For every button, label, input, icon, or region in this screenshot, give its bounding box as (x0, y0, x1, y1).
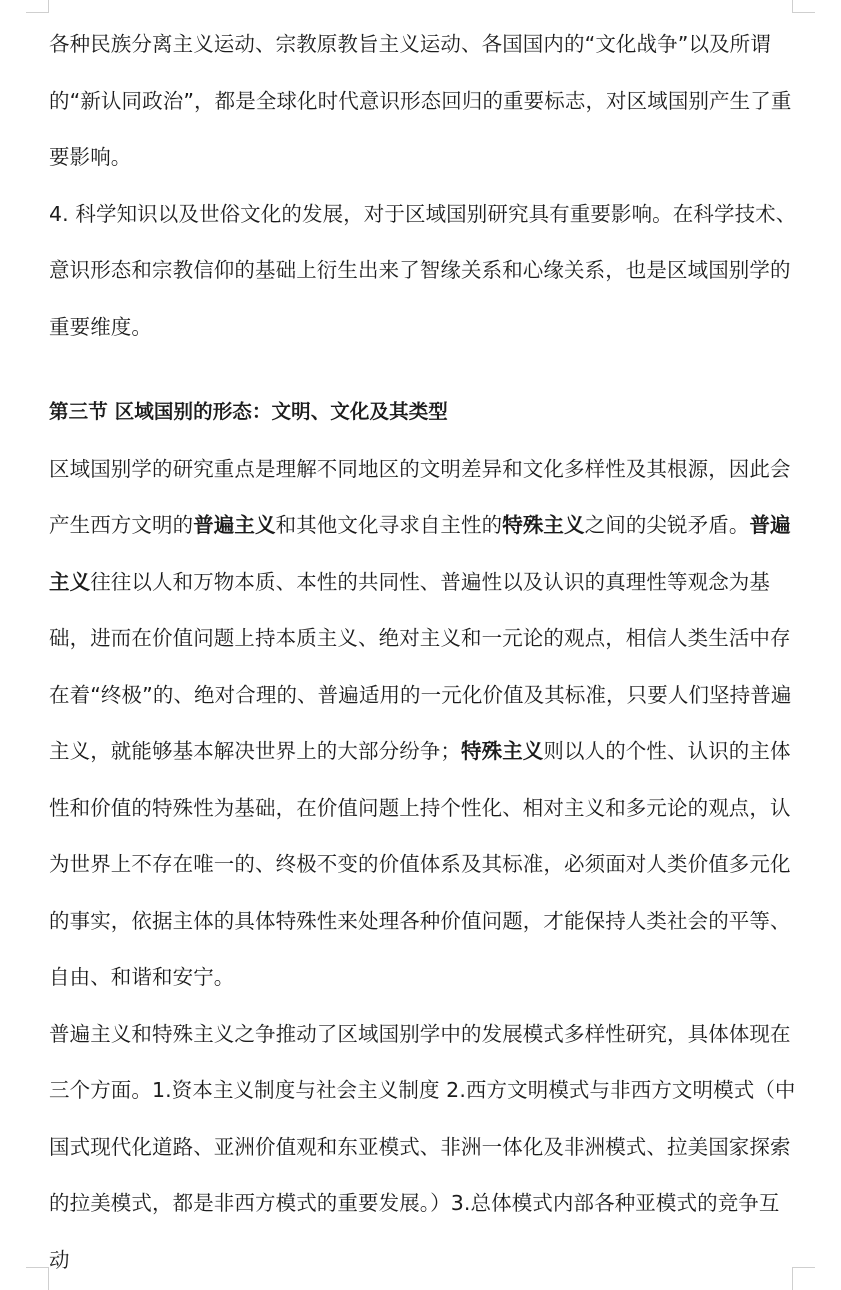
bold-term-particularism: 特殊主义 (461, 739, 544, 763)
bold-term-universalism: 普遍主义 (193, 513, 276, 537)
document-body (49, 16, 799, 1288)
section-heading: 第三节 区域国别的形态：文明、文化及其类型 (49, 400, 448, 423)
page-corner-mark (26, 1267, 49, 1290)
text-run: 往往以人和万物本质、本性的共同性、普遍性以及认识的真理性等观念为基础，进而在价值问题上持本质主义、绝对主义和一元论的观点，相信人类生活中存在着“终极”的、绝对合理的、普遍适用的一元化价值及其标准，只要人们坚持普遍主义，就能够基本解决世界上的大部分纷争； (49, 569, 792, 763)
text-run: 之间的尖锐矛盾。 (584, 513, 750, 537)
paragraph-ideology: 各种民族分离主义运动、宗教原教旨主义运动、各国国内的“文化战争”以及所谓的“新认同政治”，都是全球化时代意识形态回归的重要标志，对区域国别产生了重要影响。 (49, 32, 792, 169)
bold-term-universalism: 普遍主义 (49, 513, 791, 594)
text-run: 和其他文化寻求自主性的 (275, 513, 503, 537)
paragraph-universalism (49, 441, 799, 1006)
bold-term-particularism: 特殊主义 (502, 513, 585, 537)
text-run: 区域国别学的研究重点是理解不同地区的文明差异和文化多样性及其根源，因此会产生西方文明的 (49, 456, 791, 537)
page-corner-mark (26, 0, 49, 13)
paragraph-science: 4. 科学知识以及世俗文化的发展，对于区域国别研究具有重要影响。在科学技术、意识形态和宗教信仰的基础上衍生出来了智缘关系和心缘关系，也是区域国别学的重要维度。 (49, 201, 797, 339)
page-corner-mark (792, 0, 815, 13)
text-run: 则以人的个性、认识的主体性和价值的特殊性为基础，在价值问题上持个性化、相对主义和多元论的观点，认为世界上不存在唯一的、终极不变的价值体系及其标准，必须面对人类价值多元化的事实，依据主体的具体特殊性来处理各种价值问题，才能保持人类社会的平等、自由、和谐和安宁。 (49, 739, 791, 989)
paragraph-development-models: 普遍主义和特殊主义之争推动了区域国别学中的发展模式多样性研究，具体体现在三个方面。1.资本主义制度与社会主义制度 2.西方文明模式与非西方文明模式（中国式现代化道路、亚洲价值观和东亚模式、非洲一体化及非洲模式、拉美国家探索的拉美模式，都是非西方模式的重要发展。）3.总体模式内部各种亚模式的竞争互动 (49, 1021, 796, 1272)
